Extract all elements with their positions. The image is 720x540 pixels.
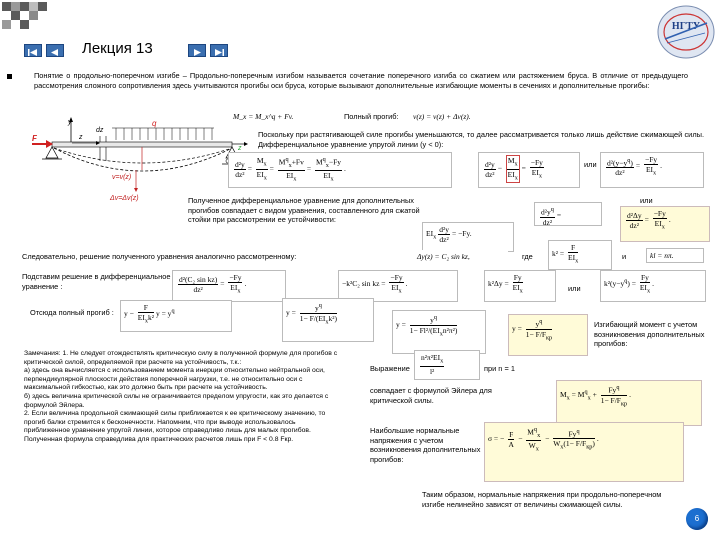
nav-last-button[interactable] xyxy=(210,44,228,57)
ili-label-1: или xyxy=(584,160,597,169)
moment-note: Изгибающий момент с учетом возникновения дополнительных прогибов: xyxy=(594,320,705,349)
remark-2: а) здесь она вычисляется с использованием момента инерции относительно нейтральной оси, перпендикулярной плоскости действия поперечной нагрузки, т.е. не относительно оси с максимальной гибкостью, как это должно быть при расчете на устойчивость. xyxy=(24,367,325,392)
sub-eq-3: k²Δy = $\frac{Fy}{EI_x}$ xyxy=(484,270,556,302)
stress-note: Наибольшие нормальные напряжения с учетом возникновения дополнительных прогибов: xyxy=(370,426,481,464)
sub-eq-4: $k^2(y-y^q)$ = $\frac{Fy}{EI_x}$ . xyxy=(600,270,706,302)
svg-text:НГТУ: НГТУ xyxy=(671,21,701,32)
final-deflection-eq: y = $\frac{y^q}{1- F/F_{кр}}$ xyxy=(508,314,588,356)
force-label: F xyxy=(32,134,37,143)
tension-text: Поскольку при растягивающей силе прогибы уменьшаются, то далее рассматривается только лишь действие сжимающей силы. Дифференциальное уравнение упругой линии (y < 0): xyxy=(258,130,704,149)
deco-square xyxy=(29,2,38,11)
conclusion-text: Таким образом, нормальные напряжения при продольно-поперечном изгибе нелинейно зависят от величины сжимающей силы. xyxy=(422,490,662,509)
gde-label: где xyxy=(522,252,533,261)
deco-square xyxy=(29,11,38,20)
stress-eq: σ = − $\frac{F}{A}$ − $\frac{M^q_x}{W_x}$ − $\frac{Fy^q}{W_x(1- F/F_{кр})}$ . xyxy=(484,422,684,482)
deco-square xyxy=(11,11,20,20)
nav-next-button[interactable] xyxy=(188,44,206,57)
remark-3: б) здесь величина критической силы не ограничивается пределом упругости, как это делается с формулой Эйлера. xyxy=(24,392,329,409)
hence-eq-3: y = $\frac{y^q}{1- Fl^2/(EI_xn^2\pi^2)}$ xyxy=(392,310,486,354)
hence-eq-1: y − $\frac{F}{EI_xk^2}$ $y = y^q$ xyxy=(120,300,232,332)
remark-1: Замечания: 1. Не следует отождествлять критическую силу в полученной формуле для прогибов с критической силой, определяемой при расчете на устойчивость, т.к.: xyxy=(24,350,338,366)
substitute-text: Подставим решение в дифференциальное уравнение : xyxy=(22,272,171,291)
obtained-text: Полученное дифференциальное уравнение для дополнительных прогибов совпадает с видом уравнения, составленного для сжатой стойки при рассмотрении ее устойчивости: xyxy=(188,196,420,225)
sub-eq-1: $\frac{\text{d²(C₂ sin kz)}}{\text{dz²}}$ = $\frac{-Fy}{EI_x}$ . xyxy=(172,270,286,302)
diff-eq-3: $\frac{d^2(y-y^q)}{\text{dz²}}$ = $\frac{-Fy}{EI_x}$ . xyxy=(600,152,704,188)
expression-formula: $\frac{n^2\pi^2EI_x}{\text{l²}}$ xyxy=(414,350,480,380)
full-deflection-label: Полный прогиб: xyxy=(344,112,399,121)
kl-formula: kl = nπ. xyxy=(646,248,704,263)
moment-formula: M_x = M_x^q + Fv. xyxy=(230,110,322,124)
deco-square xyxy=(20,20,29,29)
bullet-icon xyxy=(7,74,12,79)
diff-eq-2: $\frac{\text{d²y}}{\text{dz²}}$ − $\frac{M_x}{EI_x}$ = $\frac{-Fy}{EI_x}$ xyxy=(478,152,580,188)
stability-eq: $EI_x$ $\frac{\text{d²y}}{\text{dz²}}$ = −Fy. xyxy=(422,222,514,252)
nav-first-button[interactable] xyxy=(24,44,42,57)
euler-text: совпадает с формулой Эйлера для критической силы. xyxy=(370,386,492,405)
full-deflection-formula: v(z) = v(z) + Δv(z). xyxy=(410,110,498,124)
university-logo-icon xyxy=(655,3,717,61)
z-left-label: z xyxy=(79,134,83,141)
hence-eq-2: y = $\frac{y^q}{1- F/(EI_xk^2)}$ xyxy=(282,298,374,342)
remarks-block xyxy=(24,350,342,445)
deco-square xyxy=(38,2,47,11)
ili-label-2: или xyxy=(640,196,653,205)
deco-square xyxy=(20,2,29,11)
consequently-text: Следовательно, решение полученного уравнения аналогично рассмотренному: xyxy=(22,252,297,261)
z-right-label: z xyxy=(238,145,242,152)
intro-paragraph: Понятие о продольно-поперечном изгибе – Продольно-поперечным изгибом называется сочетание поперечного изгиба со сжатием или растяжением бруса. В отличие от предыдущего рассмотрения сложного сопротивления здесь учитываются прогибы оси бруса, которые вызывают дополнительные изгибающие моменты в сечениях и дополнительные прогибы: xyxy=(34,71,688,90)
diff-eq-dv: $\frac{\text{d²Δy}}{\text{dz²}}$ = $\frac{-Fy}{EI_x}$ . xyxy=(620,206,710,242)
k-formula: k² = $\frac{F}{EI_x}$ xyxy=(548,240,612,270)
final-moment-eq: $M_x = M^q_x$ + $\frac{Fy^q}{1- F/F_{кр}}$ . xyxy=(556,380,702,426)
remark-4: 2. Если величина продольной сжимающей силы приближается к ее критическому значению, то прогиб балки стремится к бесконечности. Напомним, что при выводе использовалось приближенное уравнение упругой линии, которое справедливо лишь для малых прогибов. Полученная формула справедлива для практических расчетов лишь при F < 0.8 Fкр. xyxy=(24,410,326,443)
sub-eq-2: −k²C₂ sin kz = $\frac{-Fy}{EI_x}$ . xyxy=(338,270,458,302)
v-label: v=v(z) xyxy=(112,174,132,181)
dz-label: dz xyxy=(96,127,104,134)
deco-square xyxy=(2,20,11,29)
deco-square xyxy=(11,2,20,11)
ili-label-3: или xyxy=(568,284,581,293)
hence-text: Отсюда полный прогиб : xyxy=(30,308,114,317)
additional-eq: $\frac{d^2y^q}{\text{dz²}}$ = xyxy=(534,202,602,226)
y-axis-label: y xyxy=(68,119,72,126)
deco-square xyxy=(2,2,11,11)
expression-label: Выражение xyxy=(370,364,410,373)
solution-formula: Δy(z) = C₂ sin kz, xyxy=(414,250,508,264)
and-label: и xyxy=(622,252,627,261)
page-title: Лекция 13 xyxy=(82,40,153,57)
at-n-label: при n = 1 xyxy=(484,364,515,373)
dv-label: Δv=Δv(z) xyxy=(110,195,139,202)
q-label: q xyxy=(152,119,157,128)
nav-prev-button[interactable] xyxy=(46,44,64,57)
page-number-badge: 6 xyxy=(686,508,708,530)
diff-eq-1: $\frac{\text{d²y}}{\text{dz²}}$ = $\frac{M_x}{EI_x}$ = $\frac{M^q_x+Fv}{EI_x}$ = $\frac{M^q_x-Fy}{EI_x}$ . xyxy=(228,152,452,188)
